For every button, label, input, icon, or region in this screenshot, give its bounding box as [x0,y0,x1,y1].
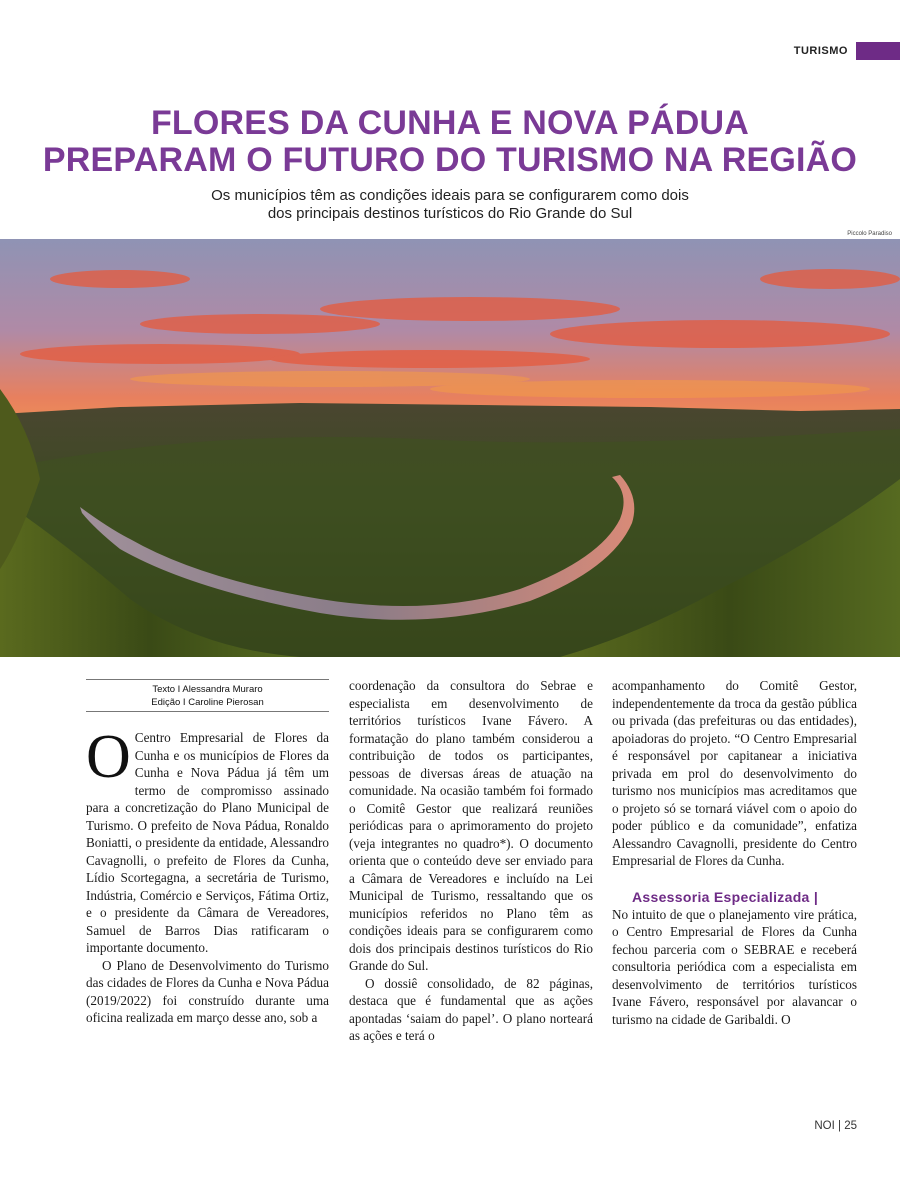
paragraph: No intuito de que o planejamento vire prática, o Centro Empresarial de Flores da Cunha fechou parceria com o SEBRAE e receberá consultoria periódica com a especialista em desenvolvimento de territórios turísticos Ivane Fávero, responsável por alavancar o turismo na cidade de Garibaldi. O [612,906,857,1027]
article-column-1 [86,723,329,1027]
paragraph-text: Centro Empresarial de Flores da Cunha e os municípios de Flores da Cunha e Nova Pádua já têm um termo de compromisso assinado para a concretização do Plano Municipal de Turismo. O prefeito de Nova Pádua, Ronaldo Boniatti, o presidente da entidade, Alessandro Cavagnolli, o prefeito de Flores da Cunha, Lídio Scortegagna, a secretária de Turismo, Indústria, Comércio e Serviços, Fátima Ortiz, e o presidente da Câmara de Vereadores, Samuel de Barros Dias ratificaram o importante documento. [86,730,329,955]
paragraph [86,723,329,957]
author-credit: Texto I Alessandra Muraro [152,684,263,695]
article-subtitle [0,187,900,223]
title-line-2: PREPARAM O FUTURO DO TURISMO NA REGIÃO [42,141,858,179]
footer-separator: | [838,1120,841,1132]
byline [86,679,329,712]
magazine-name: NOI [814,1120,835,1132]
editor-credit: Edição I Caroline Pierosan [151,697,264,708]
article-column-2 [349,677,593,1045]
paragraph: O dossiê consolidado, de 82 páginas, destaca que é fundamental que as ações apontadas ‘saiam do papel’. O plano norteará as ações e terá o [349,975,593,1043]
article-column-3 [612,677,857,1028]
paragraph: coordenação da consultora do Sebrae e especialista em desenvolvimento de territórios turísticos Ivane Fávero. A formatação do plano também considerou a contribuição de todos os participantes, pessoas de diversas áreas de atuação na comunidade. Na ocasião também foi formado o Comitê Gestor que realizará reuniões periódicas para o aprimoramento do projeto (veja integrantes no quadro*). O documento orienta que o conteúdo deve ser enviado para a Câmara de Vereadores e incluído na Lei Municipal de Turismo, ressaltando que os municípios referidos no Plano têm as condições ideais para se configurarem como dois dos principais destinos turísticos do Rio Grande do Sul. [349,678,593,973]
photo-credit: Piccolo Paradiso [847,231,892,237]
sunset-river-photo [0,239,900,657]
paragraph: acompanhamento do Comitê Gestor, independentemente da troca da gestão pública ou privada (das prefeituras ou das entidades), apoiadoras do projeto. “O Centro Empresarial é responsável por capitanear a iniciativa privada em prol do desenvolvimento do turismo nos municípios mas acreditamos que o projeto só se tornará viável com o apoio do poder público e da comunidade”, enfatiza Alessandro Cavagnolli, presidente do Centro Empresarial de Flores da Cunha. [612,678,857,868]
title-line-1: FLORES DA CUNHA E NOVA PÁDUA [150,104,750,142]
page-number: 25 [844,1120,857,1132]
subtitle-line-2: dos principais destinos turísticos do Rio Grande do Sul [267,205,633,222]
article-title [0,105,900,179]
section-accent-bar [856,42,900,60]
page-footer [814,1120,857,1132]
section-subheading: Assessoria Especializada | [632,888,819,905]
subtitle-line-1: Os municípios têm as condições ideais para se configurarem como dois [211,187,689,204]
section-label: TURISMO [793,45,848,57]
dropcap: O [86,723,131,791]
paragraph: O Plano de Desenvolvimento do Turismo das cidades de Flores da Cunha e Nova Pádua (2019/2022) foi construído durante uma oficina realizada em março desse ano, sob a [86,957,329,1025]
section-tag [794,42,900,60]
